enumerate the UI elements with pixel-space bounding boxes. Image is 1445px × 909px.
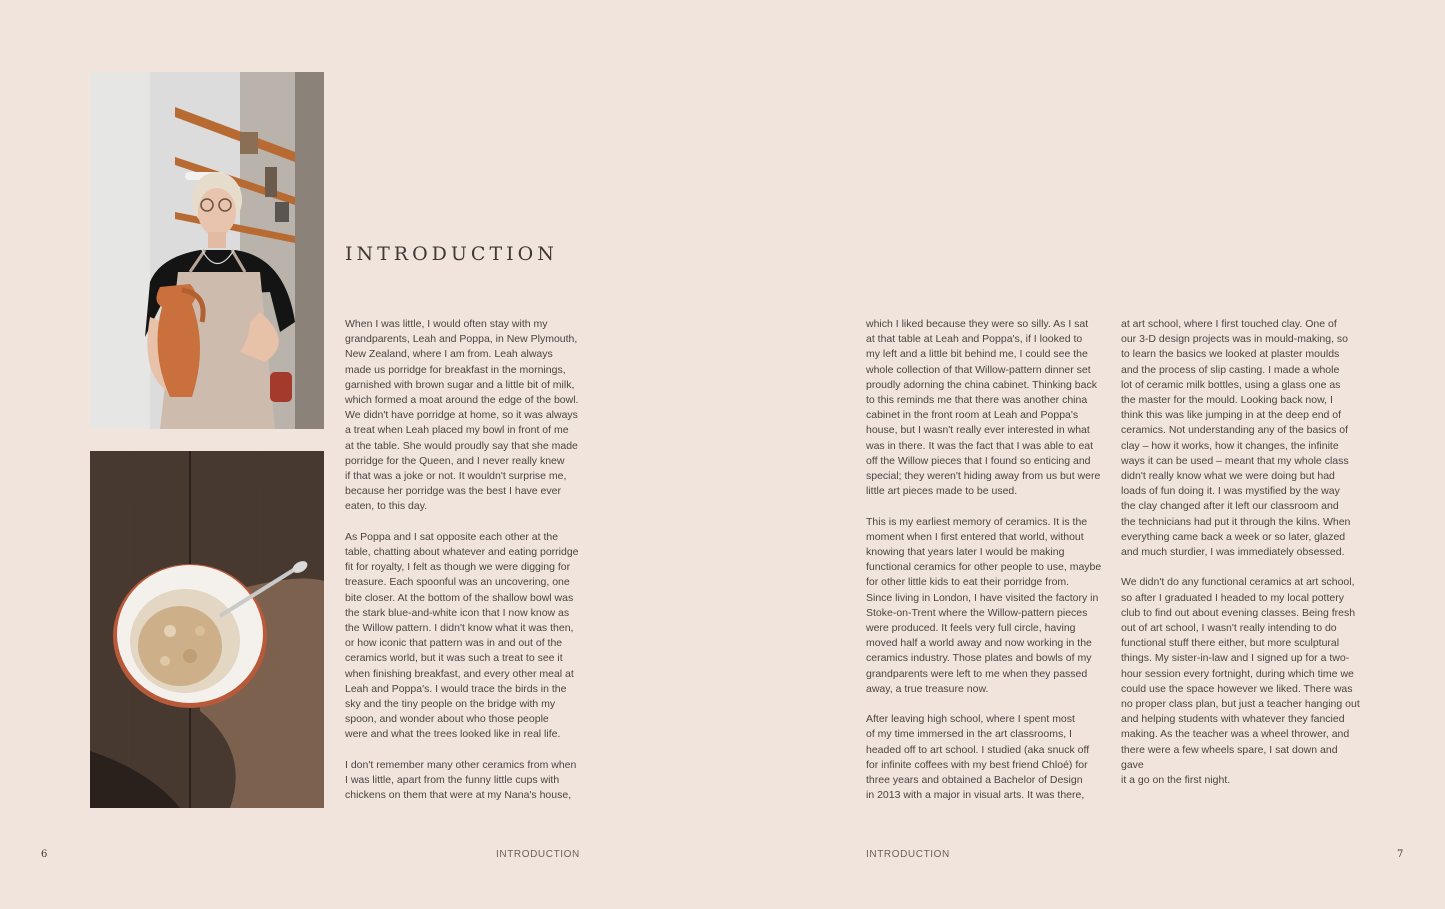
right-text-column-2: [1121, 317, 1361, 803]
paragraph: We didn't do any functional ceramics at art school, so after I graduated I headed to my local pottery club to find out about evening classes. Being fresh out of art school, I wasn't really intending to do functional stuff there either, but more sculptural things. My sister-in-law and I signed up for a two- hour session every fortnight, during which time we could use the space however we liked. There was no proper class plan, but just a teacher hanging out and helping students with whatever they fancied making. As the teacher was a wheel thrower, and there were a few wheels spare, I sat down and gave it a go on the first night.: [1121, 576, 1360, 787]
porridge-bowl-photo: [90, 451, 324, 808]
page-number-right: 7: [1397, 849, 1404, 860]
paragraph: This is my earliest memory of ceramics. It is the moment when I first entered that world, without knowing that years later I would be making functional ceramics for other people to use, maybe for other little kids to eat their porridge from. Since living in London, I have visited the factory in Stoke-on-Trent where the Willow-pattern pieces were produced. It feels very full circle, having moved half a world away and now working in the ceramics industry. Those plates and bowls of my grandparents were left to me when they passed away, a true treasure now.: [866, 515, 1102, 695]
right-text-column-1: [866, 317, 1106, 819]
portrait-photo: [90, 72, 324, 429]
paragraph: I don't remember many other ceramics from when I was little, apart from the funny little cups with chickens on them that were at my Nana's house,: [345, 758, 577, 802]
paragraph: As Poppa and I sat opposite each other at the table, chatting about whatever and eating porridge fit for royalty, I felt as though we were digging for treasure. Each spoonful was an uncovering, one bite closer. At the bottom of the shallow bowl was the stark blue-and-white icon that I now know as the Willow pattern. I didn't know what it was then, or how iconic that pattern was in and out of the ceramics world, but it was such a treat to see it when finishing breakfast, and every other meal at Leah and Poppa's. I would trace the birds in the sky and the tiny people on the bridge with my spoon, and wonder about who those people were and what the trees looked like in real life.: [345, 530, 579, 741]
left-text-column: [345, 317, 585, 819]
paragraph: After leaving high school, where I spent most of my time immersed in the art classrooms, I headed off to art school. I studied (aka snuck off for infinite coffees with my best friend Chloé) for three years and obtained a Bachelor of Design in 2013 with a major in visual arts. It was there,: [866, 713, 1090, 802]
paragraph: which I liked because they were so silly. As I sat at that table at Leah and Poppa's, if I looked to my left and a little bit behind me, I could see the whole collection of that Willow-pattern dinner set proudly adorning the china cabinet. Thinking back to this reminds me that there was another china cabinet in the front room at Leah and Poppa's house, but I wasn't really ever interested in what was in there. It was the fact that I was able to eat off the Willow pieces that I found so enticing and special; they weren't hiding away from us but were little art pieces made to be used.: [866, 318, 1101, 498]
chapter-heading: INTRODUCTION: [345, 243, 558, 265]
running-footer-left: INTRODUCTION: [496, 849, 580, 860]
paragraph: When I was little, I would often stay with my grandparents, Leah and Poppa, in New Plymouth, New Zealand, where I am from. Leah always made us porridge for breakfast in the mornings, garnished with brown sugar and a little bit of milk, which formed a moat around the edge of the bowl. We didn't have porridge at home, so it was always a treat when Leah placed my bowl in front of me at the table. She would proudly say that she made porridge for the Queen, and I never really knew if that was a joke or not. It wouldn't surprise me, because her porridge was the best I have ever eaten, to this day.: [345, 318, 579, 513]
page-number-left: 6: [41, 849, 48, 860]
paragraph: at art school, where I first touched clay. One of our 3-D design projects was in mould-making, so to learn the basics we looked at plaster moulds and the process of slip casting. I made a whole lot of ceramic milk bottles, using a glass one as the master for the mould. Looking back now, I think this was like jumping in at the deep end of ceramics. Not understanding any of the basics of clay – how it works, how it changes, the infinite ways it can be used – meant that my whole class didn't really know what we were doing but had loads of fun doing it. I was mystified by the way the clay changed after it left our classroom and the technicians had put it through the kilns. When everything came back a week or so later, glazed and much sturdier, I was immediately obsessed.: [1121, 318, 1351, 559]
running-footer-right: INTRODUCTION: [866, 849, 950, 860]
